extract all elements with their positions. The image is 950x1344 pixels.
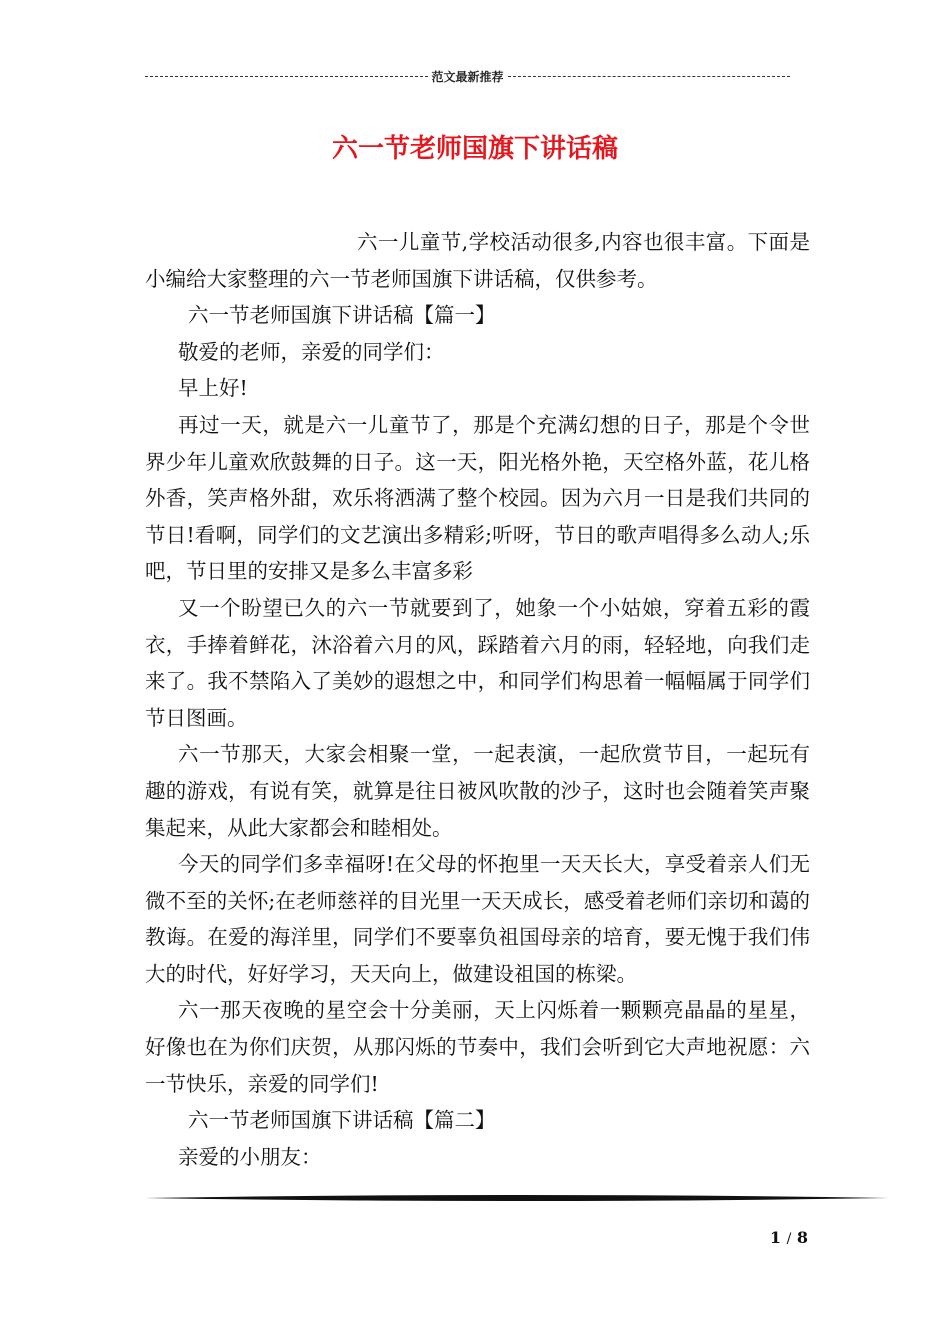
header-dash-left — [145, 76, 428, 77]
header-dash-right — [508, 76, 791, 77]
header-label: 范文最新推荐 — [431, 69, 504, 84]
body-paragraph: 今天的同学们多幸福呀!在父母的怀抱里一天天长大，享受着亲人们无微不至的关怀;在老师慈祥的目光里一天天成长，感受着老师们亲切和蔼的教诲。在爱的海洋里，同学们不要辜负祖国母亲的培育，要无愧于我们伟大的时代，好好学习，天天向上，做建设祖国的栋梁。 — [145, 852, 810, 986]
greeting: 早上好! — [178, 376, 248, 401]
body-paragraph: 又一个盼望已久的六一节就要到了，她象一个小姑娘，穿着五彩的霞衣，手捧着鲜花，沐浴着六月的风，踩踏着六月的雨，轻轻地，向我们走来了。我不禁陷入了美妙的遐想之中，和同学们构思着一幅幅属于同学们节日图画。 — [145, 595, 810, 730]
body-paragraph: 再过一天，就是六一儿童节了，那是个充满幻想的日子，那是个令世界少年儿童欢欣鼓舞的日子。这一天，阳光格外艳，天空格外蓝，花儿格外香，笑声格外甜，欢乐将洒满了整个校园。因为六月一日是我们共同的节日!看啊，同学们的文艺演出多精彩;听呀，节日的歌声唱得多么动人;乐吧，节日里的安排又是多么丰富多彩 — [145, 412, 810, 584]
page-number — [770, 1228, 808, 1247]
section-heading-1: 六一节老师国旗下讲话稿【篇一】 — [188, 303, 496, 328]
salutation: 亲爱的小朋友： — [178, 1144, 322, 1169]
page-header — [145, 66, 790, 86]
page-total: 8 — [796, 1228, 808, 1247]
page-separator: / — [786, 1231, 792, 1247]
body-paragraph: 六一那天夜晚的星空会十分美丽，天上闪烁着一颗颗亮晶晶的星星，好像也在为你们庆贺，从那闪烁的节奏中，我们会听到它大声地祝愿：六一节快乐，亲爱的同学们! — [145, 998, 810, 1096]
document-body — [145, 224, 810, 1175]
section-heading-2: 六一节老师国旗下讲话稿【篇二】 — [188, 1108, 496, 1133]
page-current: 1 — [769, 1228, 781, 1247]
document-title: 六一节老师国旗下讲话稿 — [331, 134, 618, 164]
footer-rule — [145, 1194, 889, 1202]
intro-paragraph: 六一儿童节,学校活动很多,内容也很丰富。下面是小编给大家整理的六一节老师国旗下讲话稿，仅供参考。 — [145, 230, 810, 291]
salutation: 敬爱的老师，亲爱的同学们： — [178, 339, 445, 364]
body-paragraph: 六一节那天，大家会相聚一堂，一起表演，一起欣赏节目，一起玩有趣的游戏，有说有笑，就算是往日被风吹散的沙子，这时也会随着笑声聚集起来，从此大家都会和睦相处。 — [145, 742, 810, 840]
